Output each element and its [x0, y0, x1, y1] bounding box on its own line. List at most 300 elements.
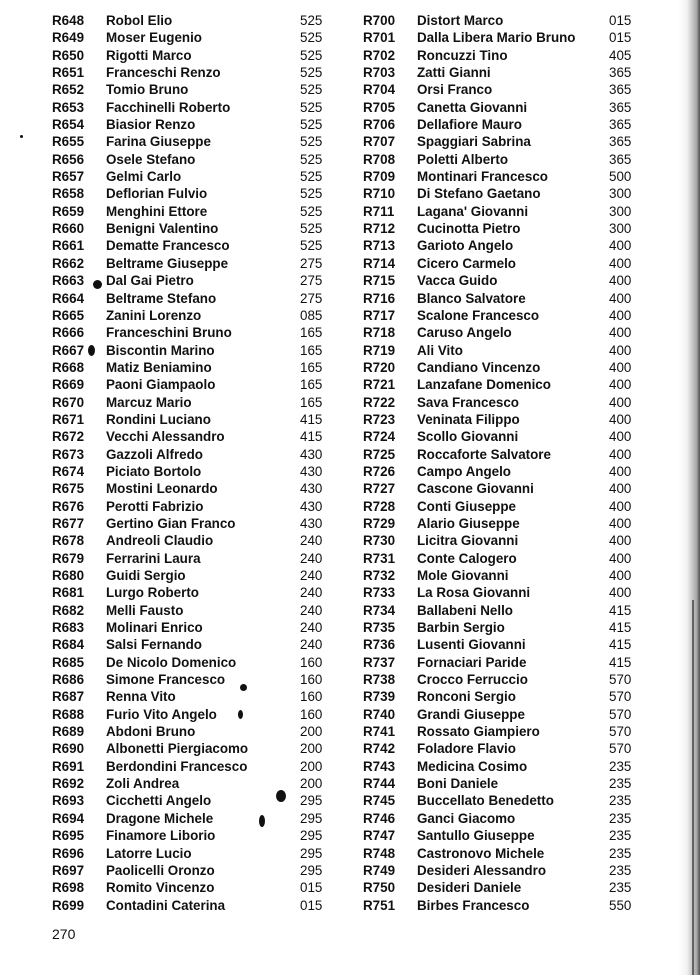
entry-name: Abdoni Bruno [106, 724, 196, 740]
entry-number: 015 [609, 30, 632, 46]
list-item [52, 758, 332, 775]
entry-name: Blanco Salvatore [417, 290, 526, 306]
entry-number: 295 [300, 828, 323, 844]
entry-code: R703 [363, 65, 396, 81]
entry-code: R667 [52, 342, 85, 358]
entry-number: 570 [609, 706, 632, 722]
entry-name: Beltrame Giuseppe [106, 255, 229, 271]
entry-number: 235 [609, 810, 632, 826]
entry-number: 365 [609, 134, 632, 150]
list-item [363, 47, 663, 64]
entry-name: Perotti Fabrizio [106, 498, 204, 514]
list-item [52, 47, 332, 64]
entry-name: Spaggiari Sabrina [417, 134, 531, 150]
entry-name: Simone Francesco [106, 672, 226, 688]
list-item [52, 376, 332, 393]
entry-name: Ballabeni Nello [417, 602, 513, 618]
list-item [52, 550, 332, 567]
entry-number: 240 [300, 550, 323, 566]
list-item [52, 671, 332, 688]
entry-number: 365 [609, 65, 632, 81]
entry-number: 240 [300, 585, 323, 601]
list-item [52, 775, 332, 792]
entry-code: R744 [363, 776, 396, 792]
entry-code: R739 [363, 689, 396, 705]
list-item [363, 428, 663, 445]
entry-number: 300 [609, 186, 632, 202]
list-item [52, 862, 332, 879]
entry-code: R662 [52, 255, 85, 271]
list-item [52, 567, 332, 584]
entry-code: R706 [363, 117, 396, 133]
entry-number: 415 [609, 620, 632, 636]
entry-name: Beltrame Stefano [106, 290, 217, 306]
entry-name: Biscontin Marino [106, 342, 215, 358]
entry-number: 400 [609, 585, 632, 601]
entry-code: R694 [52, 810, 85, 826]
entry-code: R737 [363, 654, 396, 670]
entry-name: Facchinelli Roberto [106, 99, 231, 115]
entry-number: 235 [609, 828, 632, 844]
entry-code: R751 [363, 897, 396, 913]
list-item [52, 237, 332, 254]
entry-name: Foladore Flavio [417, 741, 516, 757]
list-item [363, 480, 663, 497]
entry-number: 570 [609, 689, 632, 705]
list-item [363, 827, 663, 844]
entry-code: R677 [52, 515, 85, 531]
list-item [363, 342, 663, 359]
list-item [363, 99, 663, 116]
list-item [52, 220, 332, 237]
entry-name: Dalla Libera Mario Bruno [417, 30, 576, 46]
list-item [52, 81, 332, 98]
entry-name: La Rosa Giovanni [417, 585, 531, 601]
list-item [52, 602, 332, 619]
entry-code: R664 [52, 290, 85, 306]
left-column [52, 12, 332, 914]
entry-name: Gazzoli Alfredo [106, 446, 203, 462]
entry-code: R711 [363, 203, 395, 219]
entry-number: 570 [609, 741, 632, 757]
entry-number: 405 [609, 47, 632, 63]
list-item [52, 64, 332, 81]
entry-number: 525 [300, 82, 323, 98]
entry-number: 295 [300, 810, 323, 826]
list-item [52, 463, 332, 480]
entry-code: R726 [363, 463, 396, 479]
entry-name: Fornaciari Paride [417, 654, 527, 670]
list-item [363, 168, 663, 185]
entry-name: Desideri Alessandro [417, 862, 546, 878]
entry-number: 430 [300, 498, 323, 514]
entry-code: R653 [52, 99, 85, 115]
entry-name: Albonetti Piergiacomo [106, 741, 249, 757]
entry-code: R700 [363, 13, 396, 28]
entry-code: R684 [52, 637, 85, 653]
entry-name: Rossato Giampiero [417, 724, 540, 740]
entry-code: R657 [52, 169, 85, 185]
entry-name: Distort Marco [417, 13, 504, 28]
entry-code: R672 [52, 429, 85, 445]
entry-code: R719 [363, 342, 396, 358]
entry-code: R656 [52, 151, 85, 167]
entry-code: R669 [52, 377, 85, 393]
entry-number: 525 [300, 186, 323, 202]
entry-name: Lagana' Giovanni [417, 203, 529, 219]
entry-name: Poletti Alberto [417, 151, 509, 167]
entry-code: R701 [363, 30, 396, 46]
entry-name: Finamore Liborio [106, 828, 216, 844]
list-item [52, 116, 332, 133]
entry-name: Alario Giuseppe [417, 515, 520, 531]
entry-number: 160 [300, 689, 323, 705]
list-item [52, 324, 332, 341]
entry-number: 015 [300, 880, 323, 896]
entry-number: 430 [300, 515, 323, 531]
entry-number: 400 [609, 463, 632, 479]
entry-code: R698 [52, 880, 85, 896]
entry-number: 235 [609, 758, 632, 774]
entry-name: Furio Vito Angelo [106, 706, 217, 722]
list-item [363, 602, 663, 619]
entry-code: R750 [363, 880, 396, 896]
entry-name: Paolicelli Oronzo [106, 862, 215, 878]
entry-number: 165 [300, 377, 323, 393]
list-item [52, 740, 332, 757]
entry-name: Dal Gai Pietro [106, 273, 194, 289]
entry-code: R682 [52, 602, 85, 618]
entry-number: 430 [300, 463, 323, 479]
list-item [52, 827, 332, 844]
entry-code: R696 [52, 845, 85, 861]
entry-name: Lanzafane Domenico [417, 377, 551, 393]
entry-number: 400 [609, 238, 632, 254]
list-item [363, 775, 663, 792]
entry-code: R697 [52, 862, 85, 878]
entry-number: 275 [300, 290, 323, 306]
list-item [363, 255, 663, 272]
list-item [52, 12, 332, 29]
list-item [363, 619, 663, 636]
entry-number: 430 [300, 481, 323, 497]
entry-number: 400 [609, 342, 632, 358]
entry-code: R734 [363, 602, 396, 618]
entry-name: Mostini Leonardo [106, 481, 218, 497]
entry-name: Ganci Giacomo [417, 810, 516, 826]
list-item [363, 29, 663, 46]
entry-name: Caruso Angelo [417, 325, 512, 341]
list-item [363, 324, 663, 341]
list-item [52, 185, 332, 202]
entry-code: R738 [363, 672, 396, 688]
entry-name: Deflorian Fulvio [106, 186, 208, 202]
entry-code: R678 [52, 533, 85, 549]
entry-number: 165 [300, 359, 323, 375]
entry-name: Franceschi Renzo [106, 65, 221, 81]
list-item [363, 740, 663, 757]
entry-name: Vacca Guido [417, 273, 498, 289]
ink-blot [20, 135, 23, 138]
entry-number: 400 [609, 273, 632, 289]
list-item [52, 290, 332, 307]
list-item [363, 463, 663, 480]
entry-name: Ferrarini Laura [106, 550, 201, 566]
entry-number: 525 [300, 203, 323, 219]
entry-number: 525 [300, 151, 323, 167]
entry-code: R654 [52, 117, 85, 133]
ink-blot [259, 815, 265, 827]
entry-name: Licitra Giovanni [417, 533, 519, 549]
list-item [363, 116, 663, 133]
list-item [363, 723, 663, 740]
entry-code: R748 [363, 845, 396, 861]
entry-name: Rigotti Marco [106, 47, 192, 63]
entry-number: 550 [609, 897, 632, 913]
entry-name: Medicina Cosimo [417, 758, 528, 774]
entry-code: R725 [363, 446, 396, 462]
entry-number: 400 [609, 411, 632, 427]
entry-name: Garioto Angelo [417, 238, 514, 254]
entry-name: Lusenti Giovanni [417, 637, 526, 653]
entry-code: R704 [363, 82, 396, 98]
list-item [52, 99, 332, 116]
entry-number: 525 [300, 221, 323, 237]
list-item [52, 307, 332, 324]
entry-code: R692 [52, 776, 85, 792]
entry-code: R648 [52, 13, 85, 28]
entry-number: 400 [609, 550, 632, 566]
list-item [52, 584, 332, 601]
entry-name: Franceschini Bruno [106, 325, 232, 341]
list-item [52, 168, 332, 185]
entry-number: 200 [300, 741, 323, 757]
entry-code: R668 [52, 359, 85, 375]
list-item [363, 636, 663, 653]
entry-number: 525 [300, 99, 323, 115]
entry-code: R674 [52, 463, 85, 479]
entry-number: 400 [609, 255, 632, 271]
entry-code: R749 [363, 862, 396, 878]
entry-name: Salsi Fernando [106, 637, 202, 653]
entry-code: R720 [363, 359, 396, 375]
entry-name: Barbin Sergio [417, 620, 505, 636]
entry-number: 015 [609, 13, 632, 28]
entry-name: Dematte Francesco [106, 238, 230, 254]
entry-code: R745 [363, 793, 396, 809]
entry-number: 365 [609, 82, 632, 98]
list-item [52, 897, 332, 914]
entry-number: 430 [300, 446, 323, 462]
entry-name: Tomio Bruno [106, 82, 189, 98]
entry-name: Desideri Daniele [417, 880, 522, 896]
ink-blot [240, 684, 247, 691]
list-item [52, 845, 332, 862]
entry-number: 295 [300, 862, 323, 878]
entry-code: R699 [52, 897, 85, 913]
entry-name: Paoni Giampaolo [106, 377, 216, 393]
entry-code: R746 [363, 810, 396, 826]
list-item [363, 307, 663, 324]
list-item [52, 619, 332, 636]
entry-name: Rondini Luciano [106, 411, 211, 427]
entry-code: R731 [363, 550, 396, 566]
entry-code: R747 [363, 828, 396, 844]
list-item [52, 498, 332, 515]
entry-name: Zoli Andrea [106, 776, 180, 792]
entry-code: R655 [52, 134, 85, 150]
entry-code: R679 [52, 550, 85, 566]
entry-number: 295 [300, 793, 323, 809]
list-item [363, 845, 663, 862]
entry-number: 525 [300, 65, 323, 81]
entry-code: R735 [363, 620, 396, 636]
entry-code: R675 [52, 481, 85, 497]
entry-code: R676 [52, 498, 85, 514]
entry-number: 365 [609, 151, 632, 167]
entry-code: R742 [363, 741, 396, 757]
entry-code: R661 [52, 238, 85, 254]
list-item [52, 203, 332, 220]
entry-name: Conti Giuseppe [417, 498, 516, 514]
entry-code: R671 [52, 411, 85, 427]
entry-code: R707 [363, 134, 396, 150]
entry-number: 525 [300, 134, 323, 150]
entry-code: R681 [52, 585, 85, 601]
entry-number: 240 [300, 568, 323, 583]
entry-name: Candiano Vincenzo [417, 359, 541, 375]
entry-name: Ali Vito [417, 342, 463, 358]
entry-name: Menghini Ettore [106, 203, 208, 219]
entry-name: Conte Calogero [417, 550, 517, 566]
entry-code: R660 [52, 221, 85, 237]
entry-name: Marcuz Mario [106, 394, 192, 410]
list-item [52, 879, 332, 896]
entry-number: 525 [300, 117, 323, 133]
entry-code: R715 [363, 273, 396, 289]
entry-name: Contadini Caterina [106, 897, 226, 913]
entry-name: Mole Giovanni [417, 568, 509, 583]
entry-name: Zanini Lorenzo [106, 307, 202, 323]
entry-number: 400 [609, 515, 632, 531]
entry-number: 300 [609, 221, 632, 237]
entry-number: 400 [609, 394, 632, 410]
entry-code: R727 [363, 481, 396, 497]
entry-code: R718 [363, 325, 396, 341]
entry-code: R714 [363, 255, 396, 271]
entry-name: Guidi Sergio [106, 568, 186, 583]
entry-code: R651 [52, 65, 85, 81]
entry-code: R670 [52, 394, 85, 410]
entry-number: 525 [300, 13, 323, 28]
entry-name: De Nicolo Domenico [106, 654, 237, 670]
entry-code: R665 [52, 307, 85, 323]
list-item [363, 706, 663, 723]
entry-number: 235 [609, 880, 632, 896]
list-item [363, 151, 663, 168]
entry-number: 235 [609, 793, 632, 809]
entry-number: 400 [609, 533, 632, 549]
entry-number: 365 [609, 99, 632, 115]
entry-code: R741 [363, 724, 396, 740]
list-item [363, 862, 663, 879]
entry-name: Andreoli Claudio [106, 533, 214, 549]
entry-name: Dragone Michele [106, 810, 214, 826]
entry-number: 165 [300, 394, 323, 410]
entry-code: R649 [52, 30, 85, 46]
entry-number: 160 [300, 672, 323, 688]
entry-number: 570 [609, 672, 632, 688]
list-item [363, 81, 663, 98]
entry-number: 400 [609, 481, 632, 497]
list-item [52, 515, 332, 532]
entry-name: Grandi Giuseppe [417, 706, 525, 722]
list-item [363, 532, 663, 549]
entry-number: 240 [300, 533, 323, 549]
list-item [52, 792, 332, 809]
list-item [363, 203, 663, 220]
entry-number: 235 [609, 845, 632, 861]
list-item [363, 810, 663, 827]
list-item [363, 359, 663, 376]
entry-number: 015 [300, 897, 323, 913]
entry-number: 160 [300, 706, 323, 722]
list-item [363, 567, 663, 584]
ink-blot [93, 280, 102, 289]
entry-number: 415 [300, 429, 323, 445]
ink-blot [88, 345, 95, 356]
entry-code: R686 [52, 672, 85, 688]
entry-code: R729 [363, 515, 396, 531]
entry-number: 400 [609, 498, 632, 514]
entry-name: Crocco Ferruccio [417, 672, 528, 688]
entry-code: R709 [363, 169, 396, 185]
list-item [363, 446, 663, 463]
entry-number: 415 [609, 637, 632, 653]
list-item [52, 394, 332, 411]
page-edge-line [692, 600, 694, 975]
entry-number: 525 [300, 238, 323, 254]
entry-name: Benigni Valentino [106, 221, 219, 237]
entry-code: R695 [52, 828, 85, 844]
entry-name: Robol Elio [106, 13, 173, 28]
list-item [363, 654, 663, 671]
list-item [52, 255, 332, 272]
entry-code: R666 [52, 325, 85, 341]
entry-name: Montinari Francesco [417, 169, 548, 185]
entry-name: Gelmi Carlo [106, 169, 182, 185]
list-item [363, 290, 663, 307]
entry-number: 415 [609, 654, 632, 670]
entry-code: R680 [52, 568, 85, 583]
list-item [52, 446, 332, 463]
entry-name: Renna Vito [106, 689, 176, 705]
entry-code: R721 [363, 377, 396, 393]
entry-code: R730 [363, 533, 396, 549]
entry-code: R659 [52, 203, 85, 219]
list-item [363, 272, 663, 289]
entry-name: Cicero Carmelo [417, 255, 516, 271]
entry-name: Castronovo Michele [417, 845, 545, 861]
entry-name: Matiz Beniamino [106, 359, 212, 375]
entry-name: Gertino Gian Franco [106, 515, 236, 531]
entry-code: R687 [52, 689, 85, 705]
list-item [52, 810, 332, 827]
list-item [363, 133, 663, 150]
entry-name: Latorre Lucio [106, 845, 192, 861]
list-item [363, 515, 663, 532]
list-item [52, 411, 332, 428]
